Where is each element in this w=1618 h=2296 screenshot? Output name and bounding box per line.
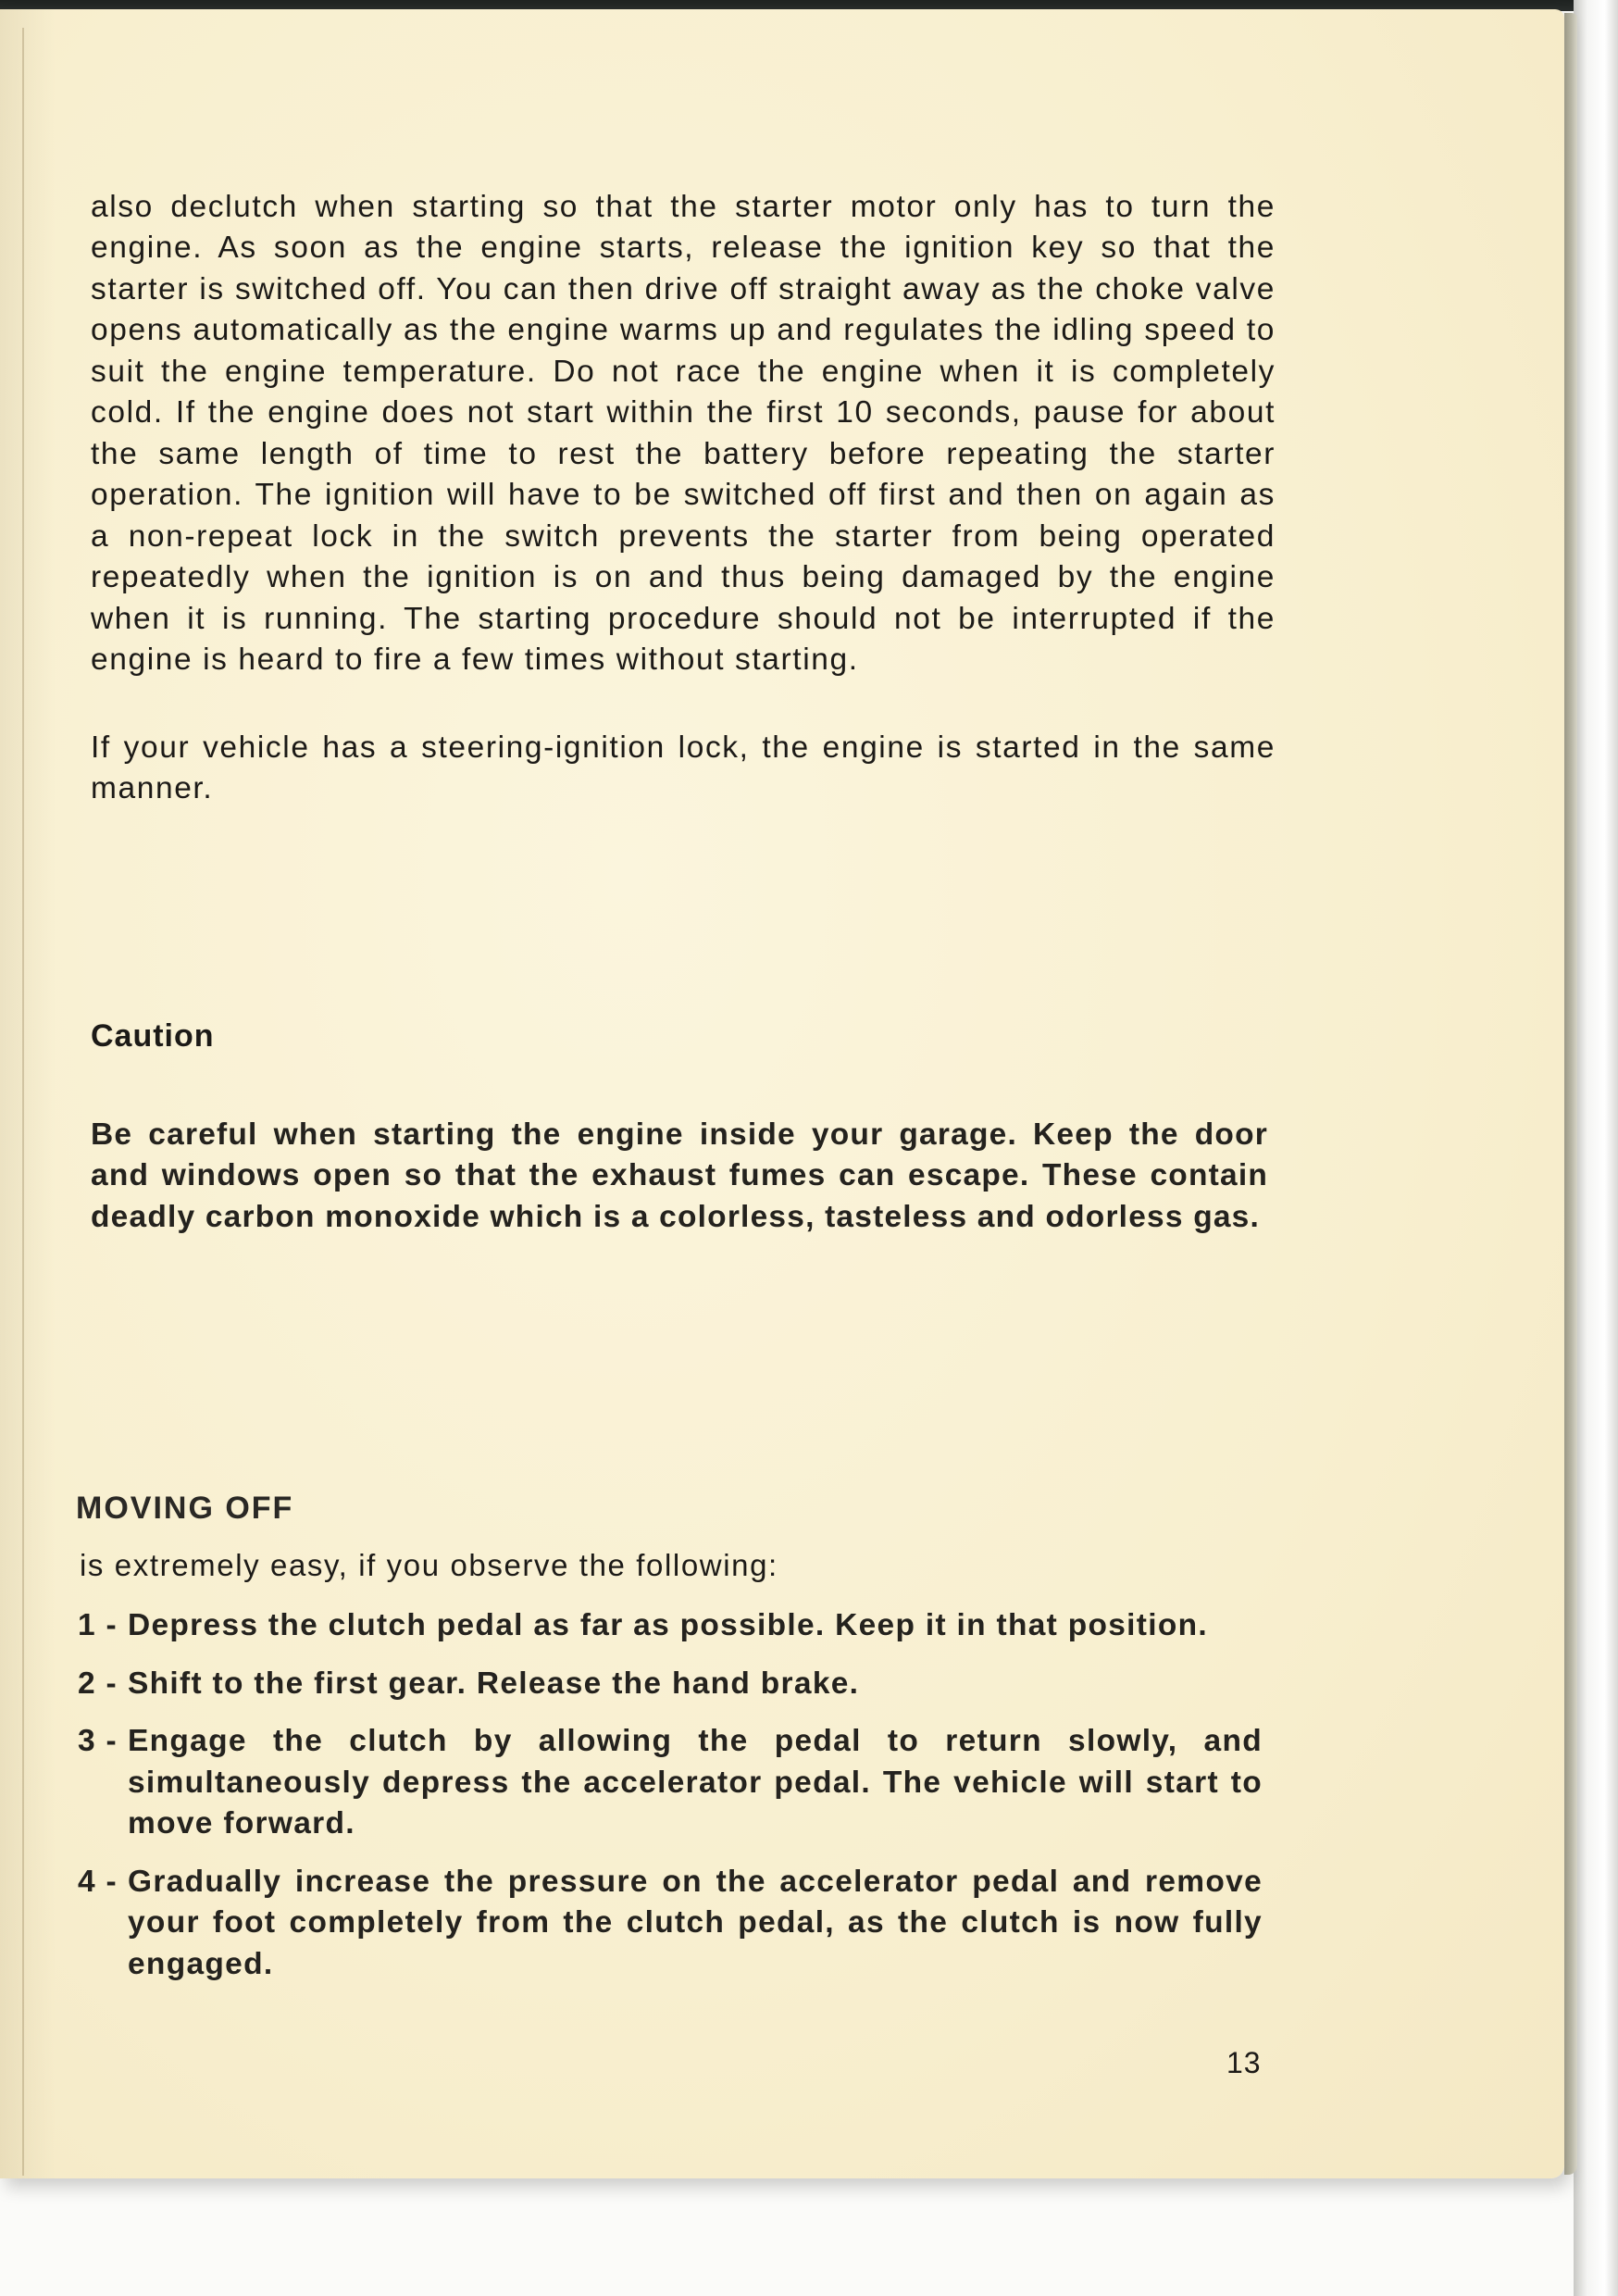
- caution-heading: Caution: [91, 1018, 215, 1054]
- body-paragraph-steering-lock: If your vehicle has a steering-ignition lock, the engine is started in the same manner.: [91, 730, 1276, 805]
- step-item: [78, 1664, 1263, 1705]
- step-item: [78, 1862, 1263, 1986]
- moving-off-intro: is extremely easy, if you observe the following:: [80, 1548, 778, 1582]
- moving-off-heading: MOVING OFF: [76, 1491, 294, 1526]
- page-stack-edge: [1564, 13, 1577, 2175]
- step-text: Shift to the first gear. Release the hand brake.: [128, 1666, 860, 1701]
- caution-text: Be careful when starting the engine inside your garage. Keep the door and windows open so that the exhaust fumes can escape. These contain deadly carbon monoxide which is a colorless, tasteless and odorless gas.: [91, 1117, 1268, 1234]
- step-text: Gradually increase the pressure on the accelerator pedal and remove your foot completely from the clutch pedal, as the clutch is now fully engaged.: [128, 1864, 1263, 1981]
- scan-background-strip: [1574, 0, 1618, 2296]
- body-paragraph-starting: also declutch when starting so that the starter motor only has to turn the engine. As soon as the engine starts, release the ignition key so that the starter is switched off. You can then drive off straight away as the choke valve opens automatically as the engine warms up and regulates the idling speed to suit the engine temperature. Do not race the engine when it is completely cold. If the engine does not start within the first 10 seconds, pause for about the same length of time to rest the battery before repeating the starter operation. The ignition will have to be switched off first and then on again as a non-repeat lock in the switch prevents the starter from being operated repeatedly when the ignition is on and thus being damaged by the engine when it is running. The starting procedure should not be interrupted if the engine is heard to fire a few times without starting.: [91, 189, 1276, 677]
- step-number: 3 -: [78, 1724, 118, 1758]
- moving-off-steps: [78, 1605, 1263, 2002]
- page-number: 13: [1226, 2046, 1262, 2079]
- step-item: [78, 1605, 1263, 1647]
- step-text: Depress the clutch pedal as far as possible. Keep it in that position.: [128, 1608, 1208, 1642]
- step-number: 4 -: [78, 1864, 118, 1899]
- step-item: [78, 1721, 1263, 1845]
- step-number: 2 -: [78, 1666, 118, 1701]
- page-gutter: [22, 28, 24, 2176]
- step-number: 1 -: [78, 1608, 118, 1642]
- manual-page: [0, 9, 1564, 2178]
- step-text: Engage the clutch by allowing the pedal to return slowly, and simultaneously depress the accelerator pedal. The vehicle will start to move forward.: [128, 1724, 1263, 1841]
